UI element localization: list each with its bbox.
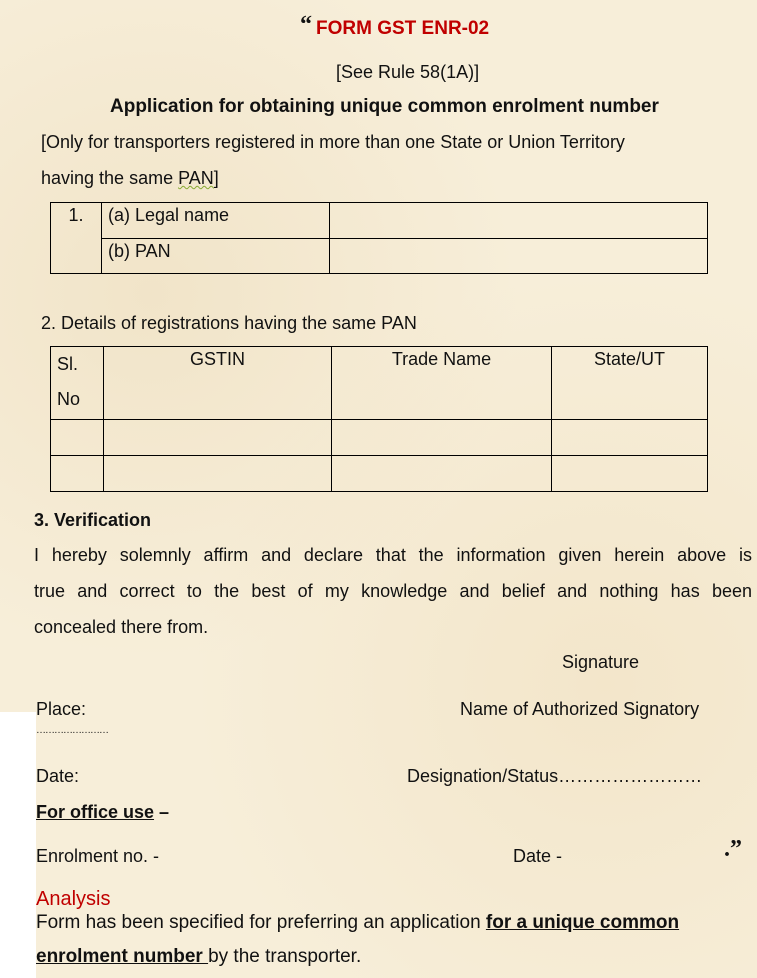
note-bracket: ] [213, 168, 219, 188]
enrolment-label: Enrolment no. - [36, 846, 160, 866]
office-use-label: For office use [36, 802, 155, 822]
section2-heading: 2. Details of registrations having the same PAN [41, 313, 417, 333]
col-sl-line2: No [57, 389, 81, 409]
pan-value[interactable] [330, 239, 708, 274]
note-line-2 [41, 168, 219, 189]
date-label: Date: [36, 766, 80, 786]
table-cell[interactable] [552, 420, 708, 456]
analysis-emphasis: for a unique common [485, 912, 680, 933]
col-state-ut: State/UT [552, 347, 708, 420]
open-quote: “ [300, 12, 312, 38]
table-row [51, 420, 708, 456]
col-sl-line1: Sl. [57, 354, 79, 374]
legal-name-label: (a) Legal name [102, 203, 330, 239]
table-cell[interactable] [104, 420, 332, 456]
verification-line-3: concealed there from. [34, 617, 209, 637]
left-margin-strip [0, 712, 36, 978]
place-label: Place: [36, 699, 87, 719]
office-date-label: Date - [513, 846, 563, 866]
legal-name-value[interactable] [330, 203, 708, 239]
analysis-line-2 [36, 946, 361, 968]
note-pan: PAN [178, 168, 214, 188]
authorized-signatory-label: Name of Authorized Signatory [460, 699, 700, 719]
table-cell[interactable] [51, 420, 104, 456]
signature-label: Signature [562, 652, 640, 672]
designation-label: Designation/Status…………………… [407, 766, 703, 786]
pan-label: (b) PAN [102, 239, 330, 274]
row-number: 1. [51, 203, 102, 274]
table-cell[interactable] [332, 420, 552, 456]
table-cell[interactable] [332, 456, 552, 492]
analysis-emphasis: enrolment number [36, 946, 209, 967]
applicant-table [50, 202, 708, 274]
analysis-text: Form has been specified for preferring an application [36, 912, 486, 933]
col-sl-no [51, 347, 104, 420]
analysis-text: by the transporter. [208, 946, 362, 967]
verification-line-2: true and correct to the best of my knowledge and belief and nothing has been [34, 581, 752, 601]
close-quote: .” [724, 836, 742, 862]
analysis-line-1 [36, 912, 679, 934]
rule-reference: [See Rule 58(1A)] [336, 62, 480, 82]
verification-line-1: I hereby solemnly affirm and declare that the information given herein above is [34, 545, 752, 565]
note-line-1: [Only for transporters registered in more than one State or Union Territory [41, 132, 625, 152]
verification-heading: 3. Verification [34, 510, 152, 530]
registrations-table [50, 346, 708, 492]
form-title: FORM GST ENR-02 [316, 18, 490, 39]
place-dots: …………………… [36, 725, 108, 736]
office-use-dash: – [154, 802, 170, 822]
table-row [51, 456, 708, 492]
col-gstin: GSTIN [104, 347, 332, 420]
analysis-heading: Analysis [36, 888, 111, 910]
office-use [36, 802, 169, 823]
form-heading: Application for obtaining unique common enrolment number [110, 96, 659, 117]
table-cell[interactable] [552, 456, 708, 492]
col-trade-name: Trade Name [332, 347, 552, 420]
table-cell[interactable] [51, 456, 104, 492]
table-cell[interactable] [104, 456, 332, 492]
note-text: having the same [41, 168, 179, 188]
